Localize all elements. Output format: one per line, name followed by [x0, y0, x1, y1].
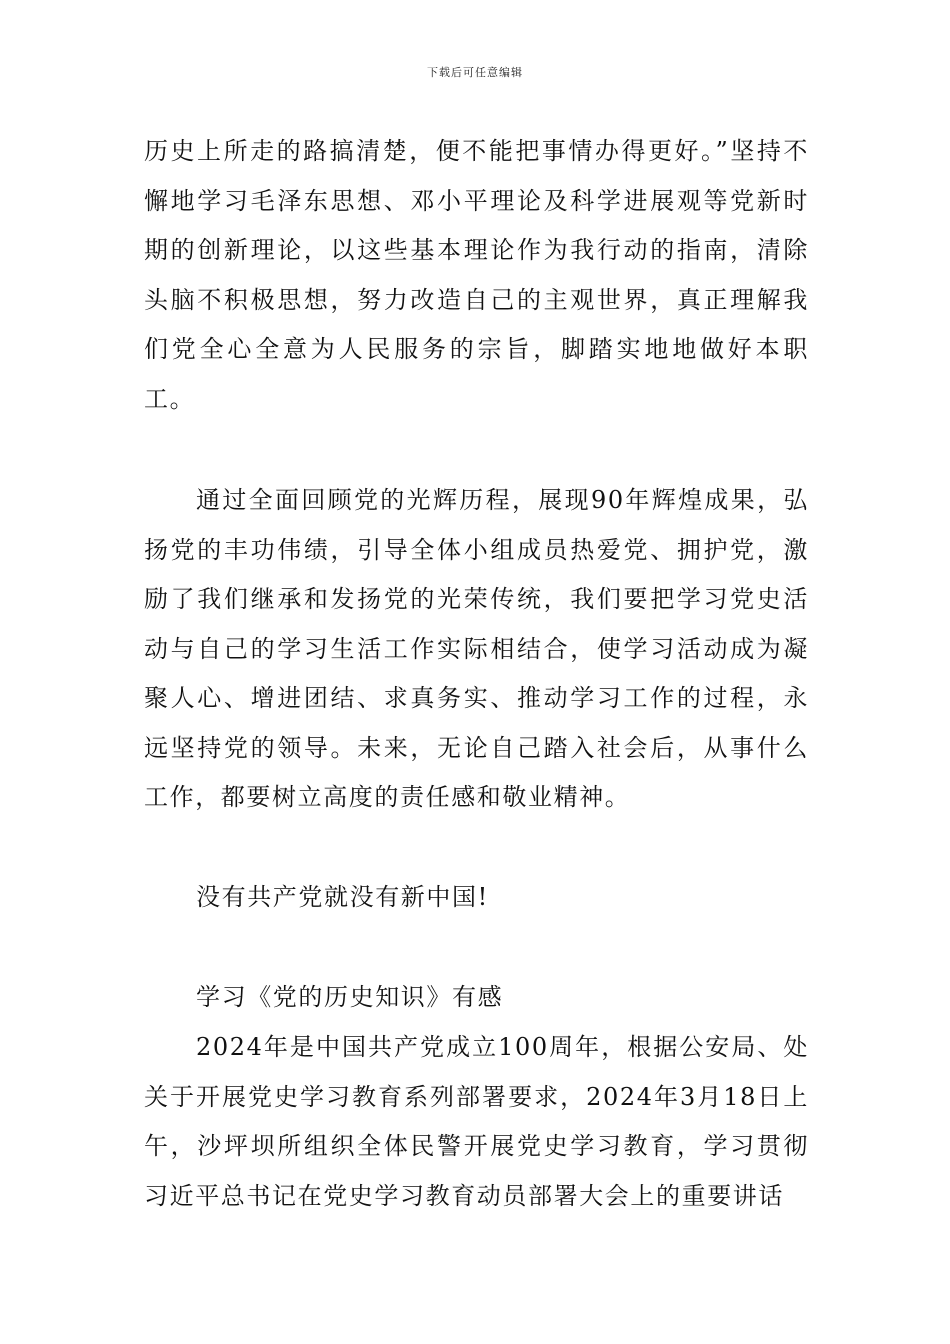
paragraph-2: 通过全面回顾党的光辉历程，展现90年辉煌成果，弘扬党的丰功伟绩，引导全体小组成员热爱党、拥护党，激励了我们继承和发扬党的光荣传统，我们要把学习党史活动与自己的学习生活工作实际相结合，使学习活动成为凝聚人心、增进团结、求真务实、推动学习工作的过程，永远坚持党的领导。未来，无论自己踏入社会后，从事什么工作，都要树立高度的责任感和敬业精神。: [144, 486, 809, 811]
paragraph-3: 没有共产党就没有新中国!: [196, 883, 489, 911]
section-title: 学习《党的历史知识》有感: [196, 983, 504, 1011]
paragraph-5: 2024年是中国共产党成立100周年，根据公安局、处关于开展党史学习教育系列部署要求，2024年3月18日上午，沙坪坝所组织全体民警开展党史学习教育，学习贯彻习近平总书记在党史学习教育动员部署大会上的重要讲话: [144, 1033, 809, 1210]
paragraph-1: 历史上所走的路搞清楚，便不能把事情办得更好。”坚持不懈地学习毛泽东思想、邓小平理论及科学进展观等党新时期的创新理论，以这些基本理论作为我行动的指南，清除头脑不积极思想，努力改造自己的主观世界，真正理解我们党全心全意为人民服务的宗旨，脚踏实地地做好本职工。: [144, 137, 809, 413]
page-header: 下载后可任意编辑: [427, 66, 523, 79]
